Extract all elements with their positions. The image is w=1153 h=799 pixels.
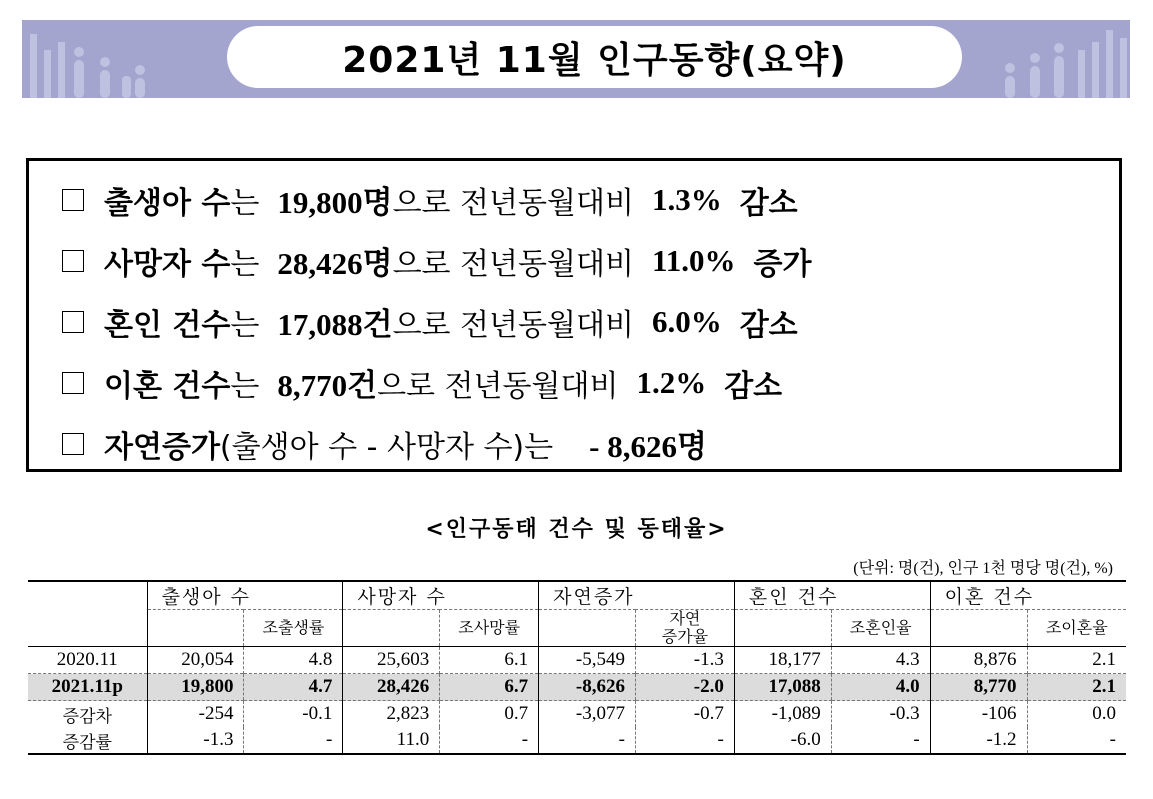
header-corner <box>28 610 147 647</box>
table-unit-note: (단위: 명(건), 인구 1천 명당 명(건), %) <box>853 560 1113 577</box>
table-cell: 28,426 <box>343 674 440 701</box>
summary-change: 감소 <box>739 185 798 221</box>
column-group-header: 이혼 건수 <box>930 581 1126 610</box>
summary-value: 8,770건 <box>277 368 378 403</box>
summary-line-deaths <box>62 238 811 283</box>
checkbox-square-icon <box>62 311 84 333</box>
table-cell: 0.7 <box>440 701 539 728</box>
summary-tail: 으로 전년동월대비 <box>377 368 619 404</box>
table-cell: 4.7 <box>244 674 343 701</box>
summary-tail: 으로 전년동월대비 <box>392 246 634 282</box>
summary-subject: 혼인 건수 <box>104 307 231 343</box>
summary-change: 감소 <box>739 307 798 343</box>
table-cell: 20,054 <box>147 647 244 674</box>
page-title: 2021년 11월 인구동향(요약) <box>342 39 847 81</box>
summary-rate: 1.3% <box>651 181 722 217</box>
summary-tail: 으로 전년동월대비 <box>392 185 634 221</box>
table-cell: -1.2 <box>930 727 1027 754</box>
checkbox-square-icon <box>62 250 84 272</box>
natural-value: - 8,626명 <box>589 429 707 464</box>
table-subheader-row <box>28 610 1126 647</box>
table-cell: -254 <box>147 701 244 728</box>
summary-josa: 는 <box>230 185 260 221</box>
checkbox-square-icon <box>62 372 84 394</box>
table-cell: 0.0 <box>1027 701 1126 728</box>
table-cell: 2,823 <box>343 701 440 728</box>
row-label: 2021.11p <box>28 674 147 701</box>
table-cell: -106 <box>930 701 1027 728</box>
summary-value: 28,426명 <box>277 246 393 281</box>
column-subheader: 조혼인율 <box>831 610 930 647</box>
title-banner <box>22 20 1130 98</box>
table-row <box>28 727 1126 754</box>
table-cell: -2.0 <box>635 674 734 701</box>
title-pill <box>227 26 962 88</box>
table-cell: 4.3 <box>831 647 930 674</box>
column-subheader: 조출생률 <box>244 610 343 647</box>
table-cell: - <box>440 727 539 754</box>
table-cell: 17,088 <box>734 674 831 701</box>
natural-subject: 자연증가 <box>104 429 220 465</box>
table-cell: -1.3 <box>147 727 244 754</box>
summary-box <box>26 158 1122 472</box>
table-row <box>28 674 1126 701</box>
summary-subject: 이혼 건수 <box>104 368 231 404</box>
column-subheader: 자연 증가율 <box>635 610 734 647</box>
table-row <box>28 647 1126 674</box>
summary-value: 17,088건 <box>277 307 393 342</box>
table-cell: 4.0 <box>831 674 930 701</box>
table-cell: 6.1 <box>440 647 539 674</box>
natural-paren: (출생아 수 - 사망자 수)는 <box>219 429 554 465</box>
table-cell: -3,077 <box>539 701 636 728</box>
table-cell: -1.3 <box>635 647 734 674</box>
column-group-header: 자연증가 <box>539 581 735 610</box>
summary-change: 감소 <box>724 368 783 404</box>
summary-josa: 는 <box>230 307 260 343</box>
table-cell: - <box>831 727 930 754</box>
summary-tail: 으로 전년동월대비 <box>392 307 634 343</box>
column-group-header: 혼인 건수 <box>734 581 930 610</box>
header-corner <box>28 581 147 610</box>
summary-subject: 사망자 수 <box>104 246 231 282</box>
column-group-header: 출생아 수 <box>147 581 343 610</box>
checkbox-square-icon <box>62 189 84 211</box>
table-cell: - <box>635 727 734 754</box>
table-cell: 11.0 <box>343 727 440 754</box>
decorative-bar-graphic-right <box>980 20 1130 98</box>
table-cell: - <box>539 727 636 754</box>
table-cell: -5,549 <box>539 647 636 674</box>
table-cell: -6.0 <box>734 727 831 754</box>
table-body <box>28 647 1126 755</box>
table-cell: - <box>1027 727 1126 754</box>
table-cell: 2.1 <box>1027 674 1126 701</box>
table-row <box>28 701 1126 728</box>
table-cell: 25,603 <box>343 647 440 674</box>
table-cell: -1,089 <box>734 701 831 728</box>
column-subheader: 조이혼율 <box>1027 610 1126 647</box>
summary-rate: 6.0% <box>651 303 722 339</box>
column-subheader: 조사망률 <box>440 610 539 647</box>
table-cell: 8,770 <box>930 674 1027 701</box>
row-label: 2020.11 <box>56 649 118 670</box>
table-cell: 8,876 <box>930 647 1027 674</box>
table-cell: -0.1 <box>244 701 343 728</box>
table-cell: 2.1 <box>1027 647 1126 674</box>
row-label: 증감차 <box>62 706 112 727</box>
table-cell: 6.7 <box>440 674 539 701</box>
summary-line-natural-increase <box>62 421 707 466</box>
table-cell: 18,177 <box>734 647 831 674</box>
row-label: 증감률 <box>28 727 147 754</box>
summary-rate: 11.0% <box>651 242 736 278</box>
table-cell: 19,800 <box>147 674 244 701</box>
summary-line-divorces <box>62 360 782 405</box>
summary-line-births <box>62 177 798 222</box>
table-cell: -8,626 <box>539 674 636 701</box>
decorative-bar-graphic-left <box>22 20 172 98</box>
summary-line-marriages <box>62 299 798 344</box>
table-cell: -0.3 <box>831 701 930 728</box>
summary-rate: 1.2% <box>636 364 707 400</box>
table-header-row <box>28 581 1126 610</box>
table-cell: -0.7 <box>635 701 734 728</box>
summary-value: 19,800명 <box>277 185 393 220</box>
checkbox-square-icon <box>62 433 84 455</box>
summary-josa: 는 <box>230 368 260 404</box>
table-cell: - <box>244 727 343 754</box>
summary-subject: 출생아 수 <box>104 185 231 221</box>
summary-change: 증가 <box>753 246 812 282</box>
summary-josa: 는 <box>230 246 260 282</box>
vital-statistics-table <box>28 580 1126 755</box>
column-group-header: 사망자 수 <box>343 581 539 610</box>
table-cell: 4.8 <box>244 647 343 674</box>
table-title: <인구동태 건수 및 동태율> <box>425 517 728 542</box>
